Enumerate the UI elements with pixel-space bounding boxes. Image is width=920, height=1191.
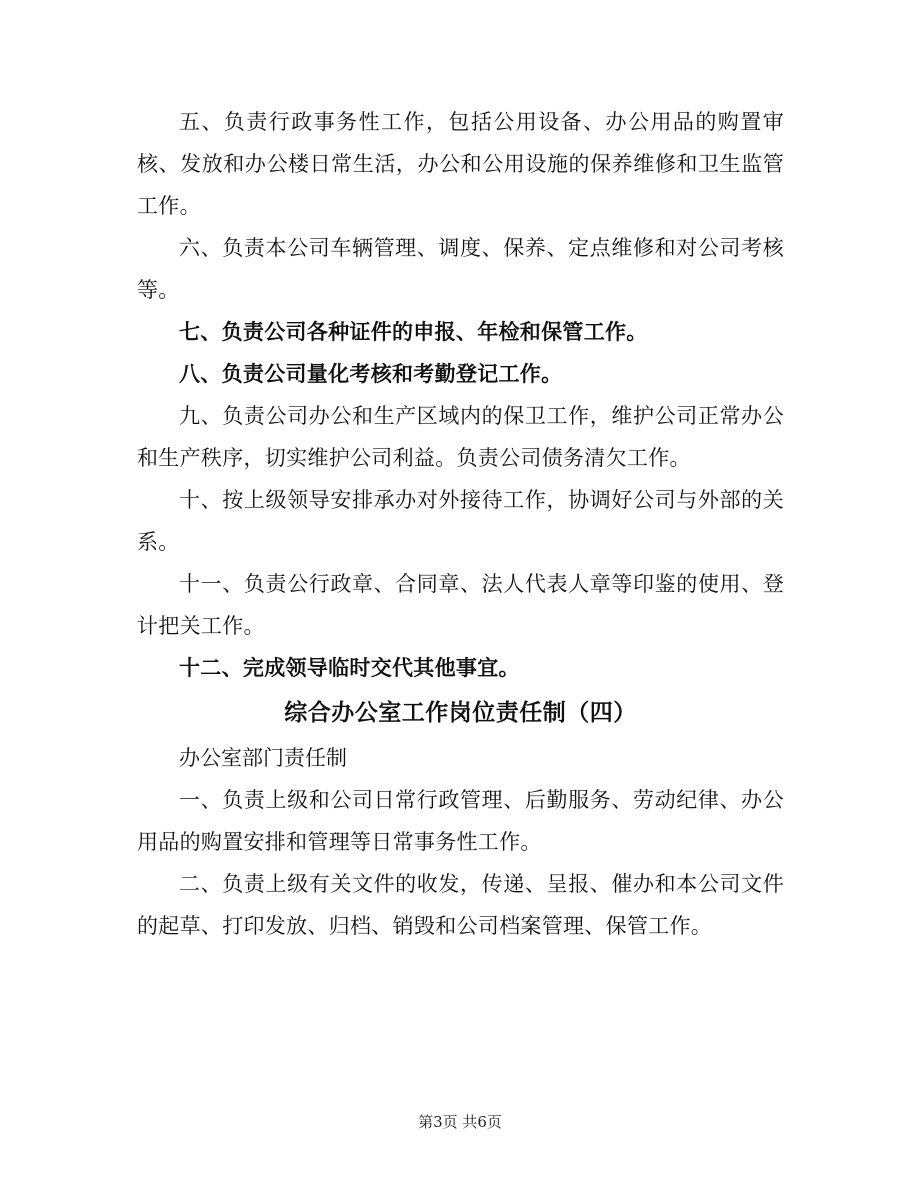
paragraph-item-7: 七、负责公司各种证件的申报、年检和保管工作。: [179, 319, 648, 344]
paragraph-item-6: 六、负责本公司车辆管理、调度、保养、定点维修和对公司考核等。: [137, 236, 784, 302]
section-item-2: 二、负责上级有关文件的收发，传递、呈报、催办和本公司文件的起草、打印发放、归档、销毁和公司档案管理、保管工作。: [137, 872, 784, 938]
paragraph-item-5: 五、负责行政事务性工作，包括公用设备、办公用品的购置审核、发放和办公楼日常生活，办公和公用设施的保养维修和卫生监管工作。: [137, 110, 784, 218]
document-body: [137, 101, 784, 947]
paragraph-item-11: 十一、负责公行政章、合同章、法人代表人章等印鉴的使用、登计把关工作。: [137, 572, 784, 638]
section-subheading: 办公室部门责任制: [179, 746, 347, 770]
section-title: 综合办公室工作岗位责任制（四）: [284, 699, 637, 726]
paragraph-item-10: 十、按上级领导安排承办对外接待工作，协调好公司与外部的关系。: [137, 488, 784, 554]
paragraph-item-9: 九、负责公司办公和生产区域内的保卫工作，维护公司正常办公和生产秩序，切实维护公司利益。负责公司债务清欠工作。: [137, 404, 784, 470]
page-number-footer: 第3页 共6页: [418, 1113, 502, 1131]
section-item-1: 一、负责上级和公司日常行政管理、后勤服务、劳动纪律、办公用品的购置安排和管理等日常事务性工作。: [137, 788, 784, 854]
paragraph-item-12: 十二、完成领导临时交代其他事宜。: [179, 655, 520, 680]
paragraph-item-8: 八、负责公司量化考核和考勤登记工作。: [179, 361, 563, 386]
